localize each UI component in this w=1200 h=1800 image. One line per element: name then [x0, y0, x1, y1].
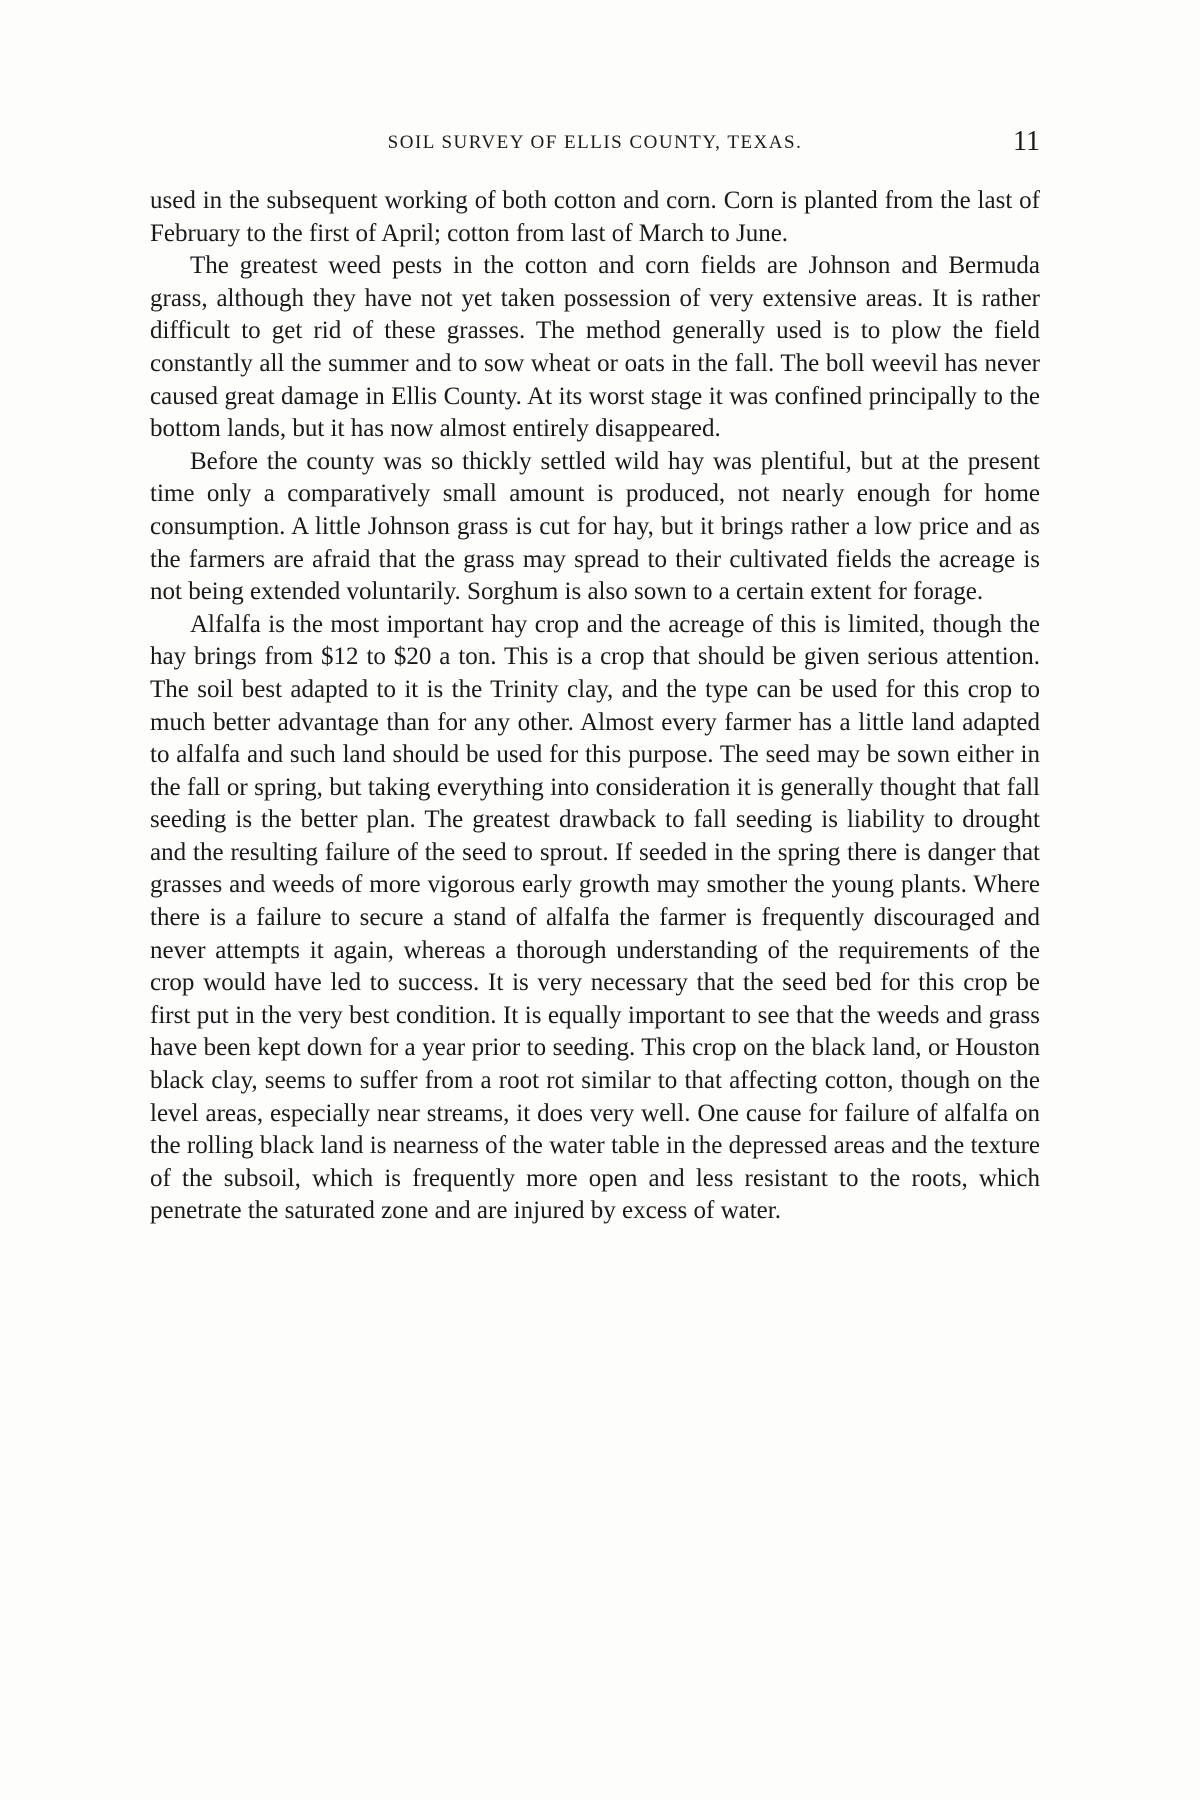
body-text: [150, 185, 1040, 1228]
paragraph-weed-pests: The greatest weed pests in the cotton and corn fields are Johnson and Bermuda grass, although they have not yet taken possession of very extensive areas. It is rather difficult to get rid of these grasses. The method generally used is to plow the field constantly all the summer and to sow wheat or oats in the fall. The boll weevil has never caused great damage in Ellis County. At its worst stage it was confined principally to the bottom lands, but it has now almost entirely disappeared.: [150, 252, 1040, 443]
page-number: 11: [1013, 126, 1040, 157]
running-head: [150, 120, 1040, 160]
paragraph-alfalfa: Alfalfa is the most important hay crop and the acreage of this is limited, though the hay brings from $12 to $20 a ton. This is a crop that should be given serious attention. The soil best adapted to it is the Trinity clay, and the type can be used for this crop to much better advantage than for any other. Almost every farmer has a little land adapted to alfalfa and such land should be used for this purpose. The seed may be sown either in the fall or spring, but taking everything into consideration it is generally thought that fall seeding is the better plan. The greatest drawback to fall seeding is liability to drought and the resulting failure of the seed to sprout. If seeded in the spring there is danger that grasses and weeds of more vigorous early growth may smother the young plants. Where there is a failure to secure a stand of alfalfa the farmer is frequently discouraged and never attempts it again, whereas a thorough understanding of the requirements of the crop would have led to success. It is very necessary that the seed bed for this crop be first put in the very best condition. It is equally important to see that the weeds and grass have been kept down for a year prior to seeding. This crop on the black land, or Houston black clay, seems to suffer from a root rot similar to that affecting cotton, though on the level areas, especially near streams, it does very well. One cause for failure of alfalfa on the rolling black land is nearness of the water table in the depressed areas and the texture of the subsoil, which is frequently more open and less resistant to the roots, which penetrate the saturated zone and are injured by excess of water.: [150, 610, 1040, 1225]
paragraph-wild-hay: Before the county was so thickly settled wild hay was plentiful, but at the present time only a comparatively small amount is produced, not nearly enough for home consumption. A little Johnson grass is cut for hay, but it brings rather a low price and as the farmers are afraid that the grass may spread to their cultivated fields the acreage is not being extended voluntarily. Sorghum is also sown to a certain extent for forage.: [150, 447, 1040, 606]
paragraph-continuation: used in the subsequent working of both cotton and corn. Corn is planted from the last of February to the first of April; cotton from last of March to June.: [150, 187, 1040, 247]
running-title: SOIL SURVEY OF ELLIS COUNTY, TEXAS.: [387, 132, 803, 153]
